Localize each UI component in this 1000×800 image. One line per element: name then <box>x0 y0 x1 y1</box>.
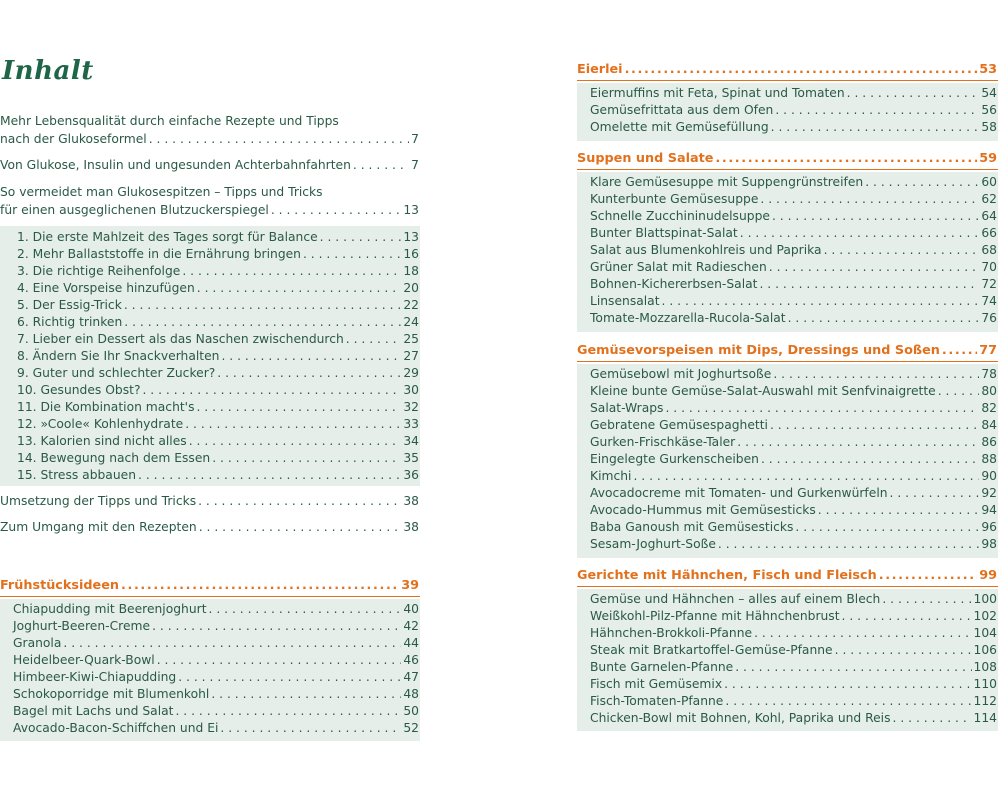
toc-entry[interactable] <box>590 676 997 692</box>
toc-entry-page: 25 <box>403 332 419 346</box>
toc-entry[interactable] <box>13 720 419 736</box>
dot-leader <box>220 720 401 736</box>
toc-entry[interactable] <box>13 652 419 668</box>
dot-leader <box>715 150 977 168</box>
section-rule <box>0 596 420 597</box>
toc-entry-title: 8. Ändern Sie Ihr Snackverhalten <box>17 349 220 363</box>
toc-entry-page: 92 <box>981 486 997 500</box>
toc-entry[interactable] <box>590 659 997 675</box>
toc-entry-page: 44 <box>403 636 419 650</box>
toc-entry-page: 20 <box>403 281 419 295</box>
dot-leader <box>625 61 978 79</box>
toc-entry-page: 100 <box>973 592 997 606</box>
toc-entry-title: Chiapudding mit Beerenjoghurt <box>13 602 207 616</box>
dot-leader <box>893 710 972 726</box>
toc-entry-title: Kimchi <box>590 469 632 483</box>
dot-leader <box>725 693 971 709</box>
toc-entry[interactable] <box>590 174 997 190</box>
toc-entry-title: Avocado-Bacon-Schiffchen und Ei <box>13 721 219 735</box>
toc-entry-title: 7. Lieber ein Dessert als das Naschen zwischendurch <box>17 332 344 346</box>
dot-leader <box>63 635 401 651</box>
dot-leader <box>211 686 401 702</box>
toc-entry[interactable] <box>590 242 997 258</box>
dot-leader <box>175 703 401 719</box>
dot-leader <box>865 174 979 190</box>
dot-leader <box>795 519 979 535</box>
toc-entry-title: 4. Eine Vorspeise hinzufügen <box>17 281 195 295</box>
toc-entry-page: 82 <box>981 401 997 415</box>
toc-entry-title: Schnelle Zucchininudelsuppe <box>590 209 770 223</box>
dot-leader <box>842 608 972 624</box>
toc-entry[interactable] <box>590 400 997 416</box>
toc-entry-title: Tomate-Mozzarella-Rucola-Salat <box>590 311 786 325</box>
toc-entry[interactable] <box>590 259 997 275</box>
toc-entry-title: 14. Bewegung nach dem Essen <box>17 451 211 465</box>
toc-entry-title: Bagel mit Lachs und Salat <box>13 704 174 718</box>
toc-entry-title: Umsetzung der Tipps und Tricks <box>0 494 197 508</box>
toc-entry-title: 2. Mehr Ballaststoffe in die Ernährung bringen <box>17 247 301 261</box>
dot-leader <box>178 669 401 685</box>
toc-entry-page: 24 <box>403 315 419 329</box>
toc-entry-title: Bohnen-Kichererbsen-Salat <box>590 277 758 291</box>
dot-leader <box>759 276 979 292</box>
toc-entry[interactable] <box>17 416 419 432</box>
dot-leader <box>724 676 971 692</box>
toc-entry-page: 34 <box>403 434 419 448</box>
toc-entry-page: 108 <box>973 660 997 674</box>
toc-entry-page: 76 <box>981 311 997 325</box>
section-rule <box>577 169 998 170</box>
dot-leader <box>217 365 401 381</box>
page-title: Inhalt <box>2 56 94 86</box>
toc-entry-title: Avocado-Hummus mit Gemüsesticks <box>590 503 816 517</box>
toc-entry[interactable] <box>13 686 419 702</box>
toc-entry-title: Gebratene Gemüsespaghetti <box>590 418 768 432</box>
toc-entry-page: 84 <box>981 418 997 432</box>
dot-leader <box>199 519 402 535</box>
dot-leader <box>157 652 402 668</box>
toc-entry-page: 47 <box>403 670 419 684</box>
toc-entry-title: Bunte Garnelen-Pfanne <box>590 660 734 674</box>
toc-entry-page: 78 <box>981 367 997 381</box>
toc-entry-page: 96 <box>981 520 997 534</box>
dot-leader <box>198 493 401 509</box>
dot-leader <box>149 131 409 147</box>
toc-entry-page: 114 <box>973 711 997 725</box>
dot-leader <box>824 242 980 258</box>
dot-leader <box>879 567 977 585</box>
toc-entry[interactable] <box>590 502 997 518</box>
toc-entry-page: 46 <box>403 653 419 667</box>
toc-entry-page: 13 <box>403 203 419 217</box>
dot-leader <box>353 157 409 173</box>
toc-entry[interactable] <box>17 314 419 330</box>
toc-entry-page: 90 <box>981 469 997 483</box>
toc-entry-page: 38 <box>403 520 419 534</box>
toc-entry-title: 15. Stress abbauen <box>17 468 136 482</box>
toc-entry-page: 16 <box>403 247 419 261</box>
toc-entry[interactable] <box>17 450 419 466</box>
toc-entry-line: Mehr Lebensqualität durch einfache Rezepte und Tipps <box>0 114 339 128</box>
toc-entry-page: 62 <box>981 192 997 206</box>
dot-leader <box>942 342 977 360</box>
dot-leader <box>665 400 979 416</box>
section-page: 99 <box>979 568 997 583</box>
toc-entry[interactable] <box>590 366 997 382</box>
section-page: 77 <box>979 343 997 358</box>
toc-entry[interactable] <box>17 348 419 364</box>
dot-leader <box>212 450 401 466</box>
toc-entry[interactable] <box>17 365 419 381</box>
toc-entry-page: 94 <box>981 503 997 517</box>
toc-entry-title: 12. »Coole« Kohlenhydrate <box>17 417 184 431</box>
dot-leader <box>303 246 401 262</box>
dot-leader <box>772 208 979 224</box>
toc-entry-title: Schokoporridge mit Blumenkohl <box>13 687 210 701</box>
toc-entry[interactable] <box>0 157 419 173</box>
toc-entry-line: So vermeidet man Glukosespitzen – Tipps und Tricks <box>0 185 323 199</box>
section-heading[interactable] <box>577 567 997 585</box>
toc-entry-title: Salat aus Blumenkohlreis und Paprika <box>590 243 822 257</box>
toc-entry-title: für einen ausgeglichenen Blutzuckerspiegel <box>0 203 269 217</box>
dot-leader <box>737 434 979 450</box>
toc-entry-page: 58 <box>981 120 997 134</box>
dot-leader <box>121 577 399 595</box>
toc-entry-page: 13 <box>403 230 419 244</box>
toc-entry[interactable] <box>590 451 997 467</box>
toc-entry-page: 106 <box>973 643 997 657</box>
dot-leader <box>754 625 971 641</box>
toc-entry-page: 22 <box>403 298 419 312</box>
toc-entry[interactable] <box>590 608 997 624</box>
toc-entry[interactable] <box>590 642 997 658</box>
toc-entry-page: 40 <box>403 602 419 616</box>
toc-entry-title: nach der Glukoseformel <box>0 132 147 146</box>
toc-entry-page: 7 <box>411 132 419 146</box>
toc-entry-title: Omelette mit Gemüsefüllung <box>590 120 769 134</box>
dot-leader <box>124 314 401 330</box>
toc-entry-title: 3. Die richtige Reihenfolge <box>17 264 181 278</box>
toc-entry-title: Zum Umgang mit den Rezepten <box>0 520 197 534</box>
dot-leader <box>771 119 980 135</box>
section-title: Gemüsevorspeisen mit Dips, Dressings und Soßen <box>577 343 940 358</box>
toc-entry-title: Von Glukose, Insulin und ungesunden Achterbahnfahrten <box>0 158 351 172</box>
toc-entry-page: 112 <box>973 694 997 708</box>
toc-entry-page: 110 <box>973 677 997 691</box>
section-rule <box>577 80 998 81</box>
toc-entry[interactable] <box>590 625 997 641</box>
toc-entry-title: Fisch mit Gemüsemix <box>590 677 723 691</box>
toc-entry-page: 32 <box>403 400 419 414</box>
toc-entry[interactable] <box>17 263 419 279</box>
toc-entry[interactable] <box>13 635 419 651</box>
section-page: 53 <box>979 62 997 77</box>
toc-entry-page: 102 <box>973 609 997 623</box>
toc-entry[interactable] <box>17 331 419 347</box>
dot-leader <box>835 642 972 658</box>
toc-entry-title: 13. Kalorien sind nicht alles <box>17 434 187 448</box>
toc-entry[interactable] <box>590 276 997 292</box>
toc-entry[interactable] <box>590 417 997 433</box>
section-rule <box>577 361 998 362</box>
dot-leader <box>142 382 401 398</box>
section-heading[interactable] <box>577 342 997 360</box>
toc-entry[interactable] <box>590 293 997 309</box>
dot-leader <box>847 85 980 101</box>
toc-entry[interactable] <box>17 297 419 313</box>
dot-leader <box>185 416 401 432</box>
toc-entry-page: 35 <box>403 451 419 465</box>
toc-entry-title: Kunterbunte Gemüsesuppe <box>590 192 759 206</box>
toc-entry-page: 60 <box>981 175 997 189</box>
toc-entry-page: 48 <box>403 687 419 701</box>
toc-entry-page: 64 <box>981 209 997 223</box>
toc-entry-title: Avocadocreme mit Tomaten- und Gurkenwürfeln <box>590 486 888 500</box>
toc-entry-page: 104 <box>973 626 997 640</box>
toc-entry[interactable] <box>13 601 419 617</box>
dot-leader <box>662 293 980 309</box>
section-title: Eierlei <box>577 62 623 77</box>
dot-leader <box>196 399 401 415</box>
toc-entry-title: Heidelbeer-Quark-Bowl <box>13 653 155 667</box>
toc-entry-title: Steak mit Bratkartoffel-Gemüse-Pfanne <box>590 643 833 657</box>
toc-entry-page: 56 <box>981 103 997 117</box>
section-title: Gerichte mit Hähnchen, Fisch und Fleisch <box>577 568 877 583</box>
dot-leader <box>718 536 979 552</box>
toc-entry-title: Linsensalat <box>590 294 660 308</box>
toc-entry-title: Joghurt-Beeren-Creme <box>13 619 151 633</box>
dot-leader <box>138 467 401 483</box>
toc-entry-page: 30 <box>403 383 419 397</box>
toc-entry-page: 38 <box>403 494 419 508</box>
toc-entry[interactable] <box>13 703 419 719</box>
section-heading[interactable] <box>577 150 997 168</box>
toc-entry[interactable] <box>13 618 419 634</box>
dot-leader <box>221 348 401 364</box>
dot-leader <box>735 659 971 675</box>
toc-entry[interactable] <box>13 669 419 685</box>
toc-entry-page: 7 <box>411 158 419 172</box>
toc-entry[interactable] <box>590 191 997 207</box>
toc-entry-title: 11. Die Kombination macht's <box>17 400 195 414</box>
toc-entry-page: 98 <box>981 537 997 551</box>
toc-entry[interactable] <box>590 468 997 484</box>
toc-entry-page: 88 <box>981 452 997 466</box>
toc-entry-page: 68 <box>981 243 997 257</box>
toc-entry-title: Gemüsefrittata aus dem Ofen <box>590 103 774 117</box>
toc-entry-page: 72 <box>981 277 997 291</box>
toc-entry-title: 1. Die erste Mahlzeit des Tages sorgt für Balance <box>17 230 318 244</box>
toc-entry-title: Hähnchen-Brokkoli-Pfanne <box>590 626 753 640</box>
toc-entry-title: 5. Der Essig-Trick <box>17 298 122 312</box>
dot-leader <box>197 280 402 296</box>
toc-entry[interactable] <box>590 434 997 450</box>
section-heading[interactable] <box>577 61 997 79</box>
dot-leader <box>271 202 402 218</box>
toc-entry-title: Granola <box>13 636 62 650</box>
dot-leader <box>818 502 980 518</box>
toc-entry-page: 29 <box>403 366 419 380</box>
toc-entry-page: 86 <box>981 435 997 449</box>
toc-entry-page: 18 <box>403 264 419 278</box>
toc-entry[interactable] <box>590 693 997 709</box>
toc-entry-page: 33 <box>403 417 419 431</box>
toc-entry[interactable] <box>590 225 997 241</box>
dot-leader <box>761 451 979 467</box>
toc-entry-title: Grüner Salat mit Radieschen <box>590 260 767 274</box>
toc-entry[interactable] <box>17 246 419 262</box>
toc-entry-page: 66 <box>981 226 997 240</box>
dot-leader <box>890 485 980 501</box>
toc-entry-title: Himbeer-Kiwi-Chiapudding <box>13 670 177 684</box>
toc-entry-title: Gemüsebowl mit Joghurtsoße <box>590 367 772 381</box>
toc-entry-title: Weißkohl-Pilz-Pfanne mit Hähnchenbrust <box>590 609 840 623</box>
toc-entry-title: Salat-Wraps <box>590 401 664 415</box>
toc-entry-title: Baba Ganoush mit Gemüsesticks <box>590 520 794 534</box>
dot-leader <box>209 601 402 617</box>
toc-entry[interactable] <box>0 493 419 509</box>
toc-entry[interactable] <box>0 131 419 147</box>
dot-leader <box>769 259 980 275</box>
toc-entry[interactable] <box>590 710 997 726</box>
toc-entry[interactable] <box>590 310 997 326</box>
toc-entry[interactable] <box>17 382 419 398</box>
toc-entry-title: Sesam-Joghurt-Soße <box>590 537 716 551</box>
dot-leader <box>770 417 979 433</box>
toc-entry-title: 10. Gesundes Obst? <box>17 383 141 397</box>
dot-leader <box>882 591 971 607</box>
toc-entry[interactable] <box>590 85 997 101</box>
toc-entry-title: Kleine bunte Gemüse-Salat-Auswahl mit Senfvinaigrette <box>590 384 936 398</box>
toc-entry-title: Klare Gemüsesuppe mit Suppengrünstreifen <box>590 175 864 189</box>
dot-leader <box>740 225 980 241</box>
toc-entry-page: 50 <box>403 704 419 718</box>
dot-leader <box>346 331 402 347</box>
dot-leader <box>320 229 402 245</box>
dot-leader <box>760 191 979 207</box>
section-heading[interactable] <box>0 577 419 595</box>
toc-entry-page: 80 <box>981 384 997 398</box>
dot-leader <box>189 433 402 449</box>
section-page: 39 <box>401 578 419 593</box>
toc-entry[interactable] <box>590 591 997 607</box>
toc-entry[interactable] <box>590 485 997 501</box>
dot-leader <box>775 102 979 118</box>
toc-entry-page: 54 <box>981 86 997 100</box>
toc-entry[interactable] <box>590 119 997 135</box>
dot-leader <box>773 366 979 382</box>
toc-entry[interactable] <box>0 519 419 535</box>
toc-entry[interactable] <box>17 467 419 483</box>
dot-leader <box>124 297 402 313</box>
dot-leader <box>788 310 980 326</box>
dot-leader <box>633 468 979 484</box>
toc-entry[interactable] <box>17 229 419 245</box>
toc-entry[interactable] <box>590 383 997 399</box>
toc-entry[interactable] <box>0 202 419 218</box>
section-rule <box>577 586 998 587</box>
section-title: Frühstücksideen <box>0 578 120 593</box>
toc-entry[interactable] <box>17 399 419 415</box>
toc-entry[interactable] <box>590 536 997 552</box>
toc-entry-title: Eiermuffins mit Feta, Spinat und Tomaten <box>590 86 845 100</box>
toc-entry-page: 70 <box>981 260 997 274</box>
toc-entry[interactable] <box>590 208 997 224</box>
dot-leader <box>938 383 980 399</box>
toc-entry[interactable] <box>17 280 419 296</box>
toc-entry-title: Eingelegte Gurkenscheiben <box>590 452 759 466</box>
section-title: Suppen und Salate <box>577 151 714 166</box>
section-page: 59 <box>979 151 997 166</box>
toc-entry-title: 6. Richtig trinken <box>17 315 123 329</box>
toc-entry-title: 9. Guter und schlechter Zucker? <box>17 366 216 380</box>
toc-entry-title: Gurken-Frischkäse-Taler <box>590 435 736 449</box>
toc-entry-page: 27 <box>403 349 419 363</box>
toc-entry-title: Gemüse und Hähnchen – alles auf einem Blech <box>590 592 881 606</box>
toc-entry[interactable] <box>590 102 997 118</box>
toc-entry-title: Fisch-Tomaten-Pfanne <box>590 694 724 708</box>
dot-leader <box>182 263 401 279</box>
toc-entry-title: Bunter Blattspinat-Salat <box>590 226 738 240</box>
toc-entry[interactable] <box>17 433 419 449</box>
toc-entry-page: 74 <box>981 294 997 308</box>
toc-entry-page: 42 <box>403 619 419 633</box>
dot-leader <box>152 618 401 634</box>
toc-entry[interactable] <box>590 519 997 535</box>
toc-entry-title: Chicken-Bowl mit Bohnen, Kohl, Paprika und Reis <box>590 711 891 725</box>
toc-entry-page: 52 <box>403 721 419 735</box>
toc-entry-page: 36 <box>403 468 419 482</box>
